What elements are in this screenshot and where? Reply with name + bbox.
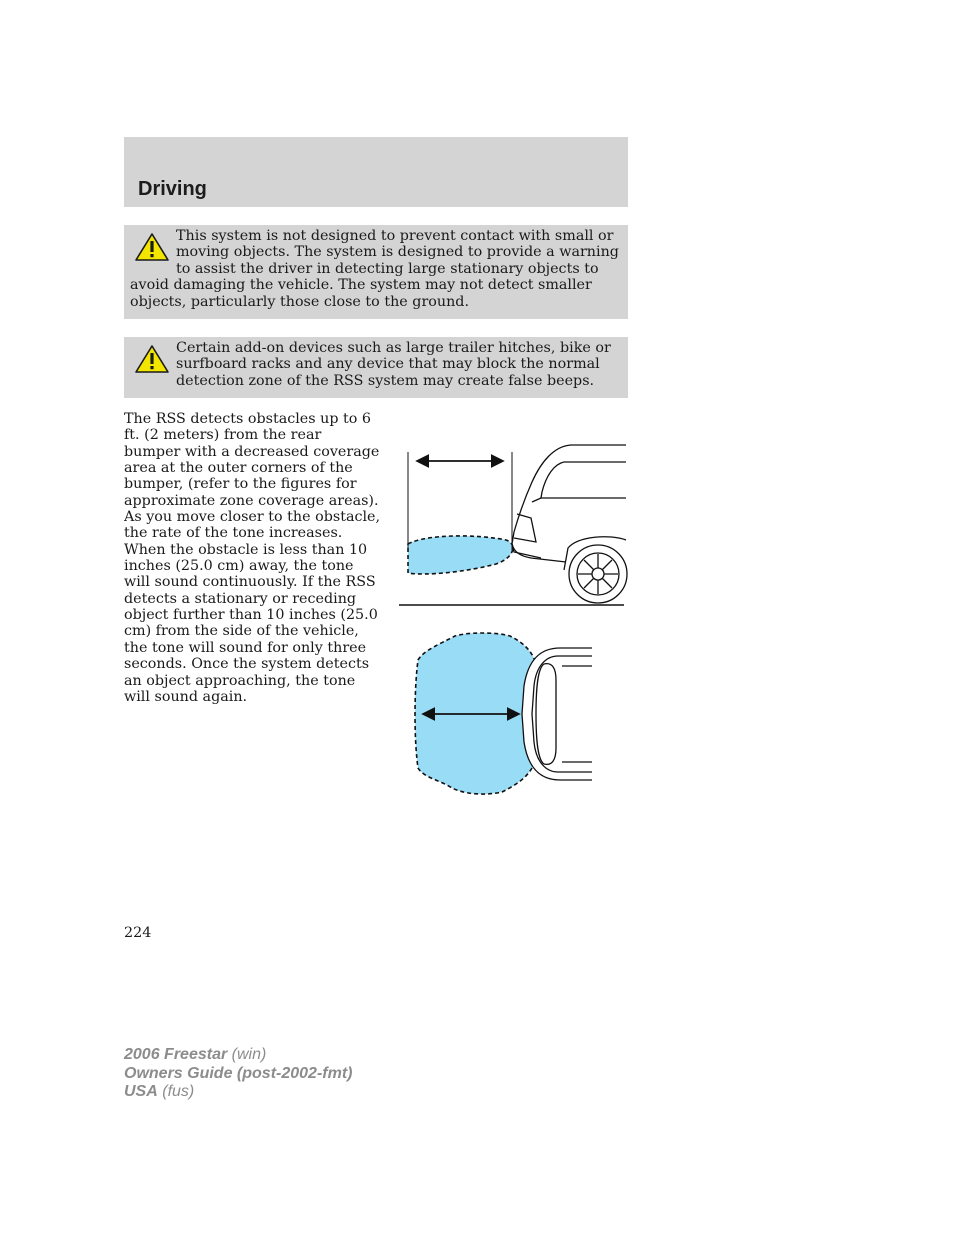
warning-text: This system is not designed to prevent contact with small or moving objects. The system is designed to provide a warning to assist the driver in detecting large stationary objects to avoid damaging the vehicle. The system may not detect smaller objects, particularly those close to the ground. (130, 228, 619, 310)
coverage-zone-side (408, 536, 513, 574)
body-paragraph: The RSS detects obstacles up to 6 ft. (2 meters) from the rear bumper with a decreased coverage area at the outer corners of the bumper, (refer to the figures for approximate zone coverage areas). As you move closer to the obstacle, the rate of the tone increases. When the obstacle is less than 10 inches (25.0 cm) away, the tone will sound continuously. If the RSS detects a stationary or receding object further than 10 inches (25.0 cm) from the side of the vehicle, the tone will sound for only three seconds. Once the system detects an object approaching, the tone will sound again. (124, 411, 381, 705)
warning-box (124, 225, 628, 319)
side-view-coverage-figure (396, 440, 630, 610)
document-footer (124, 1046, 352, 1102)
vehicle-rear-side (512, 445, 627, 603)
top-view-coverage-figure (410, 630, 596, 798)
section-title: Driving (138, 178, 207, 200)
warning-triangle-icon (134, 232, 170, 262)
footer-line-2 (124, 1065, 352, 1084)
warning-box (124, 337, 628, 398)
vehicle-rear-top (522, 648, 592, 780)
footer-model: 2006 Freestar (124, 1046, 228, 1063)
footer-guide: Owners Guide (post-2002-fmt) (124, 1064, 353, 1082)
warning-triangle-icon (134, 344, 170, 374)
footer-market: USA (124, 1083, 158, 1100)
warning-text: Certain add-on devices such as large trailer hitches, bike or surfboard racks and any device that may block the normal detection zone of the RSS system may create false beeps. (176, 340, 611, 389)
section-header (124, 137, 628, 207)
footer-line-3 (124, 1083, 352, 1102)
footer-model-code: (win) (231, 1046, 267, 1063)
footer-market-code: (fus) (162, 1083, 195, 1100)
footer-line-1 (124, 1046, 352, 1065)
page-number: 224 (124, 925, 152, 941)
